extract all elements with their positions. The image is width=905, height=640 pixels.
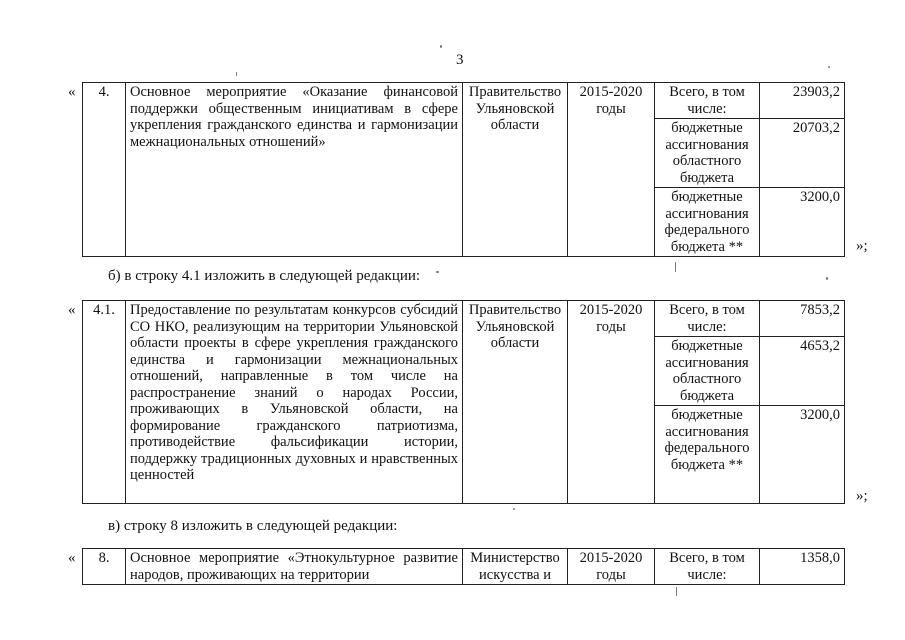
- funding-amount: 3200,0: [760, 406, 845, 504]
- scan-speck: [436, 271, 439, 273]
- closing-mark: »;: [856, 238, 868, 254]
- opening-quote: «: [68, 84, 76, 100]
- funding-source: Всего, в том числе:: [655, 549, 760, 585]
- funding-amount: 20703,2: [760, 119, 845, 188]
- table-row-4-1: [82, 300, 845, 504]
- opening-quote: «: [68, 550, 76, 566]
- funding-source: бюджетные ассигнования областного бюджета: [655, 119, 760, 188]
- row-executor: Правительство Ульяновской области: [463, 301, 568, 504]
- scan-speck: [676, 587, 677, 596]
- row-description: Основное мероприятие «Оказание финансовой поддержки общественным инициативам в сфере укрепления гражданского единства и гармонизации межнациональных отношений»: [126, 83, 463, 257]
- row-number: 8.: [83, 549, 126, 585]
- row-description: Основное мероприятие «Этнокультурное развитие народов, проживающих на территории: [126, 549, 463, 585]
- funding-amount: 4653,2: [760, 337, 845, 406]
- row-description: Предоставление по результатам конкурсов субсидий СО НКО, реализующим на территории Ульяновской области проекты в сфере укрепления гражданского единства и гармонизации межнациональных отношений, направленные в том числе на распространение знаний о народах России, проживающих в Ульяновской области, на формирование гражданского патриотизма, противодействие фальсификации истории, поддержку традиционных духовных и нравственных ценностей: [126, 301, 463, 504]
- funding-amount: 1358,0: [760, 549, 845, 585]
- opening-quote: «: [68, 302, 76, 318]
- scan-speck: [236, 72, 237, 76]
- row-executor: Правительство Ульяновской области: [463, 83, 568, 257]
- scan-speck: [440, 45, 442, 48]
- row-executor: Министерство искусства и: [463, 549, 568, 585]
- funding-source: бюджетные ассигнования федерального бюджета **: [655, 188, 760, 257]
- funding-amount: 7853,2: [760, 301, 845, 337]
- scan-speck: [826, 277, 828, 280]
- paragraph-b: б) в строку 4.1 изложить в следующей редакции:: [108, 268, 421, 284]
- row-years: 2015-2020 годы: [568, 83, 655, 257]
- scan-speck: [828, 66, 830, 68]
- scan-speck: [675, 262, 676, 272]
- funding-source: Всего, в том числе:: [655, 83, 760, 119]
- table-row-8: [82, 548, 845, 585]
- closing-mark: »;: [856, 488, 868, 504]
- row-years: 2015-2020 годы: [568, 549, 655, 585]
- row-number: 4.: [83, 83, 126, 257]
- row-number: 4.1.: [83, 301, 126, 504]
- funding-amount: 23903,2: [760, 83, 845, 119]
- funding-source: Всего, в том числе:: [655, 301, 760, 337]
- scan-speck: [513, 508, 515, 510]
- table-row-4: [82, 82, 845, 257]
- row-years: 2015-2020 годы: [568, 301, 655, 504]
- paragraph-v: в) строку 8 изложить в следующей редакции:: [108, 518, 398, 534]
- funding-amount: 3200,0: [760, 188, 845, 257]
- funding-source: бюджетные ассигнования областного бюджета: [655, 337, 760, 406]
- page-number: 3: [456, 52, 464, 68]
- funding-source: бюджетные ассигнования федерального бюджета **: [655, 406, 760, 504]
